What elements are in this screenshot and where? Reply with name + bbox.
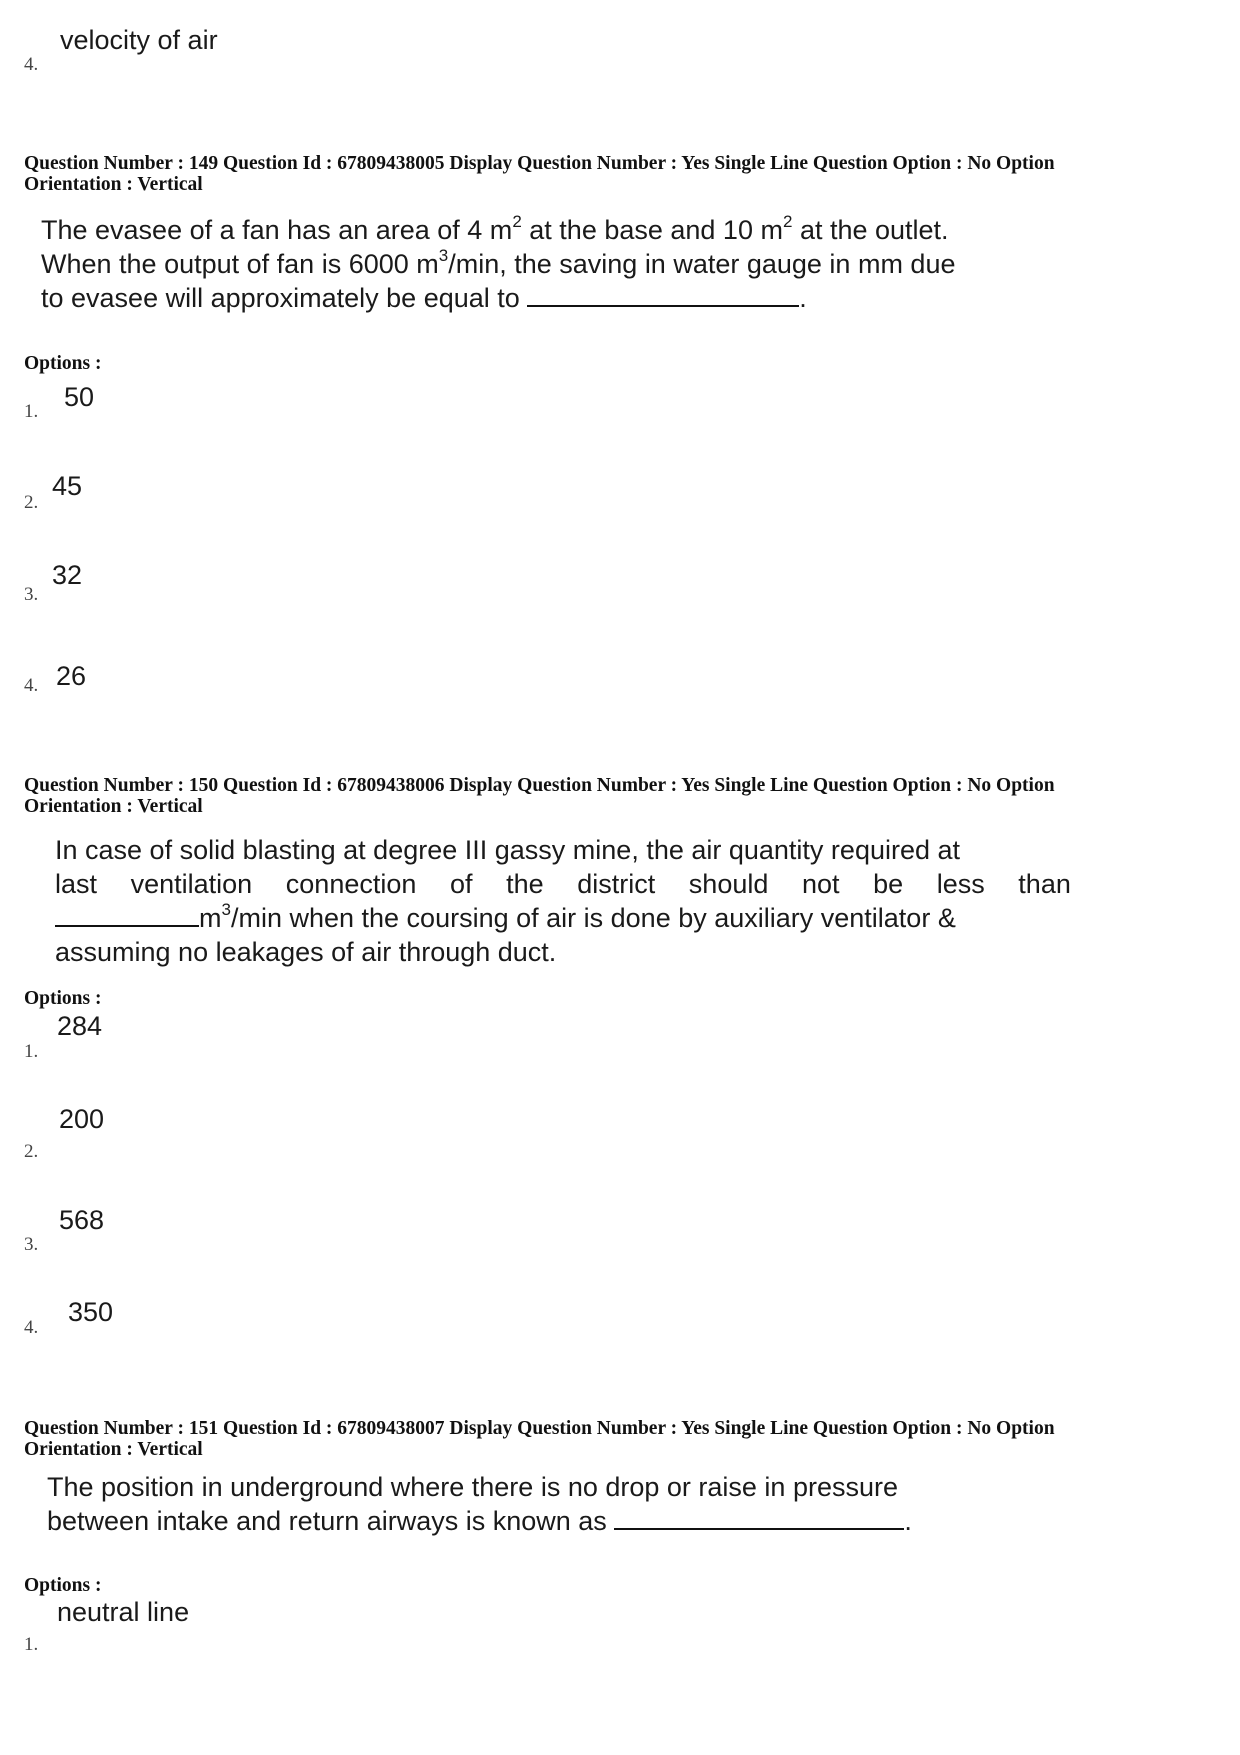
option-text: 350 bbox=[68, 1297, 114, 1327]
option-number: 3. bbox=[24, 1234, 39, 1255]
answer-blank bbox=[55, 924, 199, 927]
options-label: Options : bbox=[24, 1575, 102, 1596]
option-text: 32 bbox=[52, 560, 83, 590]
option-number: 4. bbox=[24, 675, 39, 696]
question-meta-151: Question Number : 151 Question Id : 67809438007 Display Question Number : Yes Single Line Question Option : No Option Orientation : Vertical bbox=[24, 1418, 1055, 1460]
question-text-149: The evasee of a fan has an area of 4 $m^2$ at the base and 10 $m^2$ at the outlet. When the output of fan is 6000 $m^3/\min$, the saving in water gauge in mm due to evasee will approximately be equal to . bbox=[41, 212, 956, 313]
answer-blank bbox=[614, 1527, 904, 1530]
question-meta-150: Question Number : 150 Question Id : 67809438006 Display Question Number : Yes Single Line Question Option : No Option Orientation : Vertical bbox=[24, 775, 1055, 817]
question-text-150: In case of solid blasting at degree III gassy mine, the air quantity required at last ventilation connection of the district should not be less than $m^3/\min$ when the coursing of air is done by auxiliary ventilator & assuming no leakages of air through duct. bbox=[55, 835, 1071, 967]
option-text: 568 bbox=[59, 1205, 105, 1235]
option-text: neutral line bbox=[57, 1597, 190, 1627]
options-label: Options : bbox=[24, 988, 102, 1009]
option-text: 45 bbox=[52, 471, 83, 501]
question-text-151: The position in underground where there is no drop or raise in pressure between intake and return airways is known as . bbox=[47, 1472, 912, 1536]
option-text: 200 bbox=[59, 1104, 105, 1134]
option-number: 2. bbox=[24, 492, 39, 513]
option-number: 3. bbox=[24, 584, 39, 605]
question-meta-149: Question Number : 149 Question Id : 67809438005 Display Question Number : Yes Single Line Question Option : No Option Orientation : Vertical bbox=[24, 153, 1055, 195]
option-number: 1. bbox=[24, 1634, 39, 1655]
option-text: 50 bbox=[64, 382, 95, 412]
option-number: 4. bbox=[24, 54, 39, 75]
option-text: velocity of air bbox=[60, 25, 218, 55]
option-text: 284 bbox=[57, 1011, 103, 1041]
options-label: Options : bbox=[24, 353, 102, 374]
option-number: 1. bbox=[24, 401, 39, 422]
option-number: 4. bbox=[24, 1317, 39, 1338]
option-text: 26 bbox=[56, 661, 87, 691]
answer-blank bbox=[527, 304, 799, 307]
option-number: 1. bbox=[24, 1041, 39, 1062]
option-number: 2. bbox=[24, 1141, 39, 1162]
